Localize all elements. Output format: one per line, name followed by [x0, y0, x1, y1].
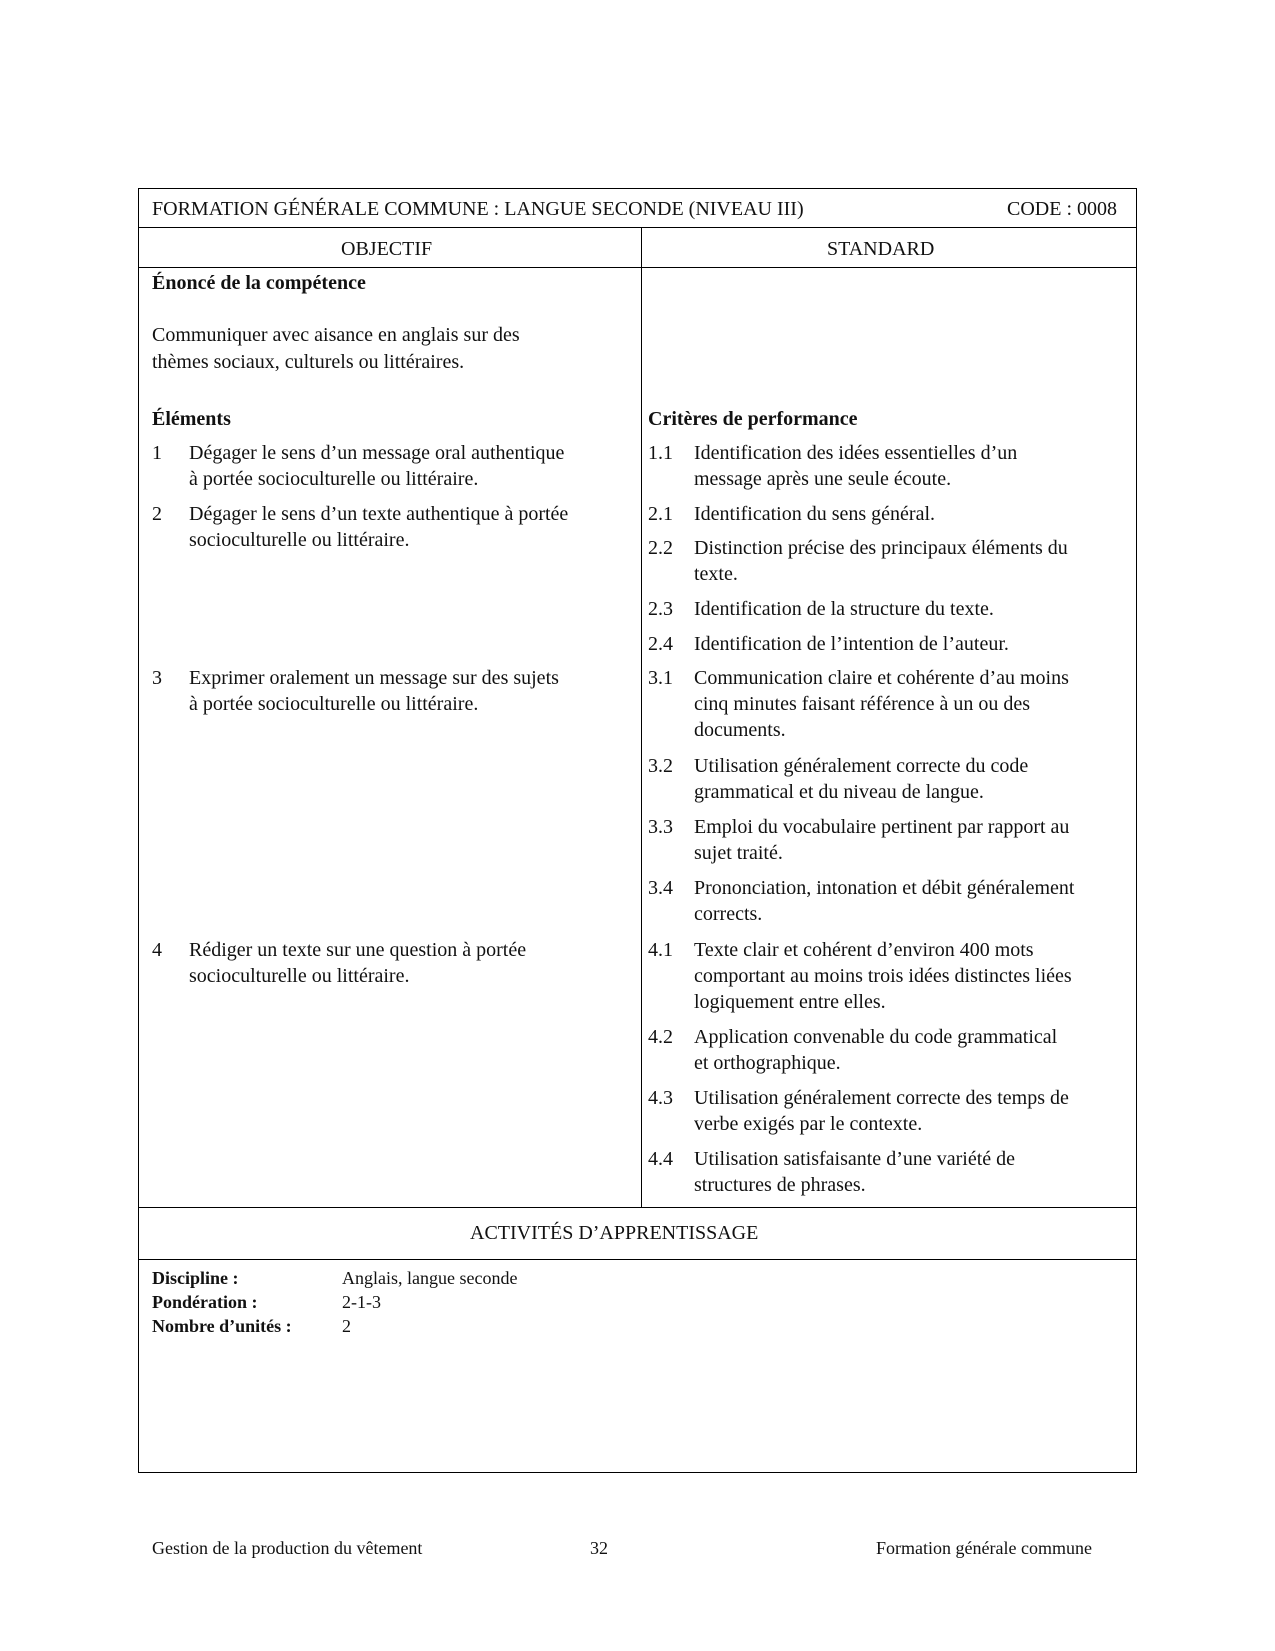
criterion-line: texte.	[694, 563, 738, 585]
criterion-line: Application convenable du code grammatical	[694, 1026, 1058, 1048]
criterion-line: Identification de l’intention de l’auteur.	[694, 633, 1009, 655]
competence-line: Communiquer avec aisance en anglais sur des	[152, 324, 520, 346]
criterion-line: corrects.	[694, 903, 763, 925]
element-line: socioculturelle ou littéraire.	[189, 529, 410, 551]
criterion-line: grammatical et du niveau de langue.	[694, 781, 984, 803]
course-code: CODE : 0008	[1007, 198, 1117, 220]
element-number: 2	[152, 503, 162, 525]
criterion-line: Emploi du vocabulaire pertinent par rapport au	[694, 816, 1070, 838]
discipline-value: Anglais, langue seconde	[342, 1268, 518, 1288]
element-line: Rédiger un texte sur une question à portée	[189, 939, 527, 961]
criterion-line: message après une seule écoute.	[694, 468, 952, 490]
discipline-label: Discipline :	[152, 1268, 239, 1288]
element-line: Exprimer oralement un message sur des sujets	[189, 667, 559, 689]
element-item	[152, 665, 632, 725]
competence-heading: Énoncé de la compétence	[152, 272, 366, 294]
criterion-line: Distinction précise des principaux éléments du	[694, 537, 1068, 559]
criterion-number: 3.2	[648, 755, 673, 777]
criterion-line: logiquement entre elles.	[694, 991, 886, 1013]
element-line: à portée socioculturelle ou littéraire.	[189, 693, 479, 715]
criterion-line: sujet traité.	[694, 842, 783, 864]
criterion-number: 1.1	[648, 442, 673, 464]
criterion-line: structures de phrases.	[694, 1174, 866, 1196]
criteria-heading: Critères de performance	[648, 408, 858, 430]
criterion-line: Prononciation, intonation et débit généralement	[694, 877, 1075, 899]
criterion-line: Texte clair et cohérent d’environ 400 mots	[694, 939, 1034, 961]
criterion-line: Utilisation généralement correcte du code	[694, 755, 1029, 777]
activities-heading: ACTIVITÉS D’APPRENTISSAGE	[470, 1222, 759, 1244]
criterion-number: 4.4	[648, 1148, 673, 1170]
element-line: socioculturelle ou littéraire.	[189, 965, 410, 987]
criterion-line: cinq minutes faisant référence à un ou des	[694, 693, 1030, 715]
criterion-number: 2.4	[648, 633, 673, 655]
criterion-line: Utilisation généralement correcte des temps de	[694, 1087, 1069, 1109]
header-title: FORMATION GÉNÉRALE COMMUNE : LANGUE SECONDE (NIVEAU III)	[152, 198, 804, 220]
criterion-number: 2.1	[648, 503, 673, 525]
footer-right: Formation générale commune	[876, 1538, 1092, 1558]
element-line: Dégager le sens d’un texte authentique à portée	[189, 503, 569, 525]
criterion-line: Identification des idées essentielles d’un	[694, 442, 1018, 464]
column-header-objectif: OBJECTIF	[341, 238, 433, 260]
competence-line: thèmes sociaux, culturels ou littéraires.	[152, 351, 465, 373]
criterion-number: 4.1	[648, 939, 673, 961]
element-number: 3	[152, 667, 162, 689]
unites-value: 2	[342, 1316, 351, 1336]
criterion-line: comportant au moins trois idées distinctes liées	[694, 965, 1072, 987]
criterion-number: 4.3	[648, 1087, 673, 1109]
criterion-line: verbe exigés par le contexte.	[694, 1113, 923, 1135]
divider	[139, 1259, 1136, 1260]
element-number: 4	[152, 939, 162, 961]
elements-heading: Éléments	[152, 408, 231, 430]
unites-label: Nombre d’unités :	[152, 1316, 292, 1336]
divider	[139, 267, 1136, 268]
criterion-line: Identification de la structure du texte.	[694, 598, 994, 620]
criterion-line: Utilisation satisfaisante d’une variété de	[694, 1148, 1016, 1170]
criterion-number: 2.2	[648, 537, 673, 559]
criterion-line: Communication claire et cohérente d’au moins	[694, 667, 1069, 689]
element-item	[152, 440, 632, 500]
criterion-number: 3.4	[648, 877, 673, 899]
footer-left: Gestion de la production du vêtement	[152, 1538, 423, 1558]
criterion-line: Identification du sens général.	[694, 503, 936, 525]
element-item	[152, 937, 632, 997]
element-item	[152, 501, 632, 561]
divider	[139, 1207, 1136, 1208]
ponderation-value: 2-1-3	[342, 1292, 381, 1312]
criterion-line: documents.	[694, 719, 786, 741]
ponderation-label: Pondération :	[152, 1292, 258, 1312]
column-divider	[641, 227, 642, 1207]
criterion-number: 3.1	[648, 667, 673, 689]
element-line: à portée socioculturelle ou littéraire.	[189, 468, 479, 490]
criterion-line: et orthographique.	[694, 1052, 841, 1074]
column-header-standard: STANDARD	[827, 238, 935, 260]
divider	[139, 227, 1136, 228]
element-number: 1	[152, 442, 162, 464]
page-number: 32	[590, 1538, 608, 1558]
criterion-number: 4.2	[648, 1026, 673, 1048]
element-line: Dégager le sens d’un message oral authentique	[189, 442, 565, 464]
criterion-number: 2.3	[648, 598, 673, 620]
criterion-number: 3.3	[648, 816, 673, 838]
